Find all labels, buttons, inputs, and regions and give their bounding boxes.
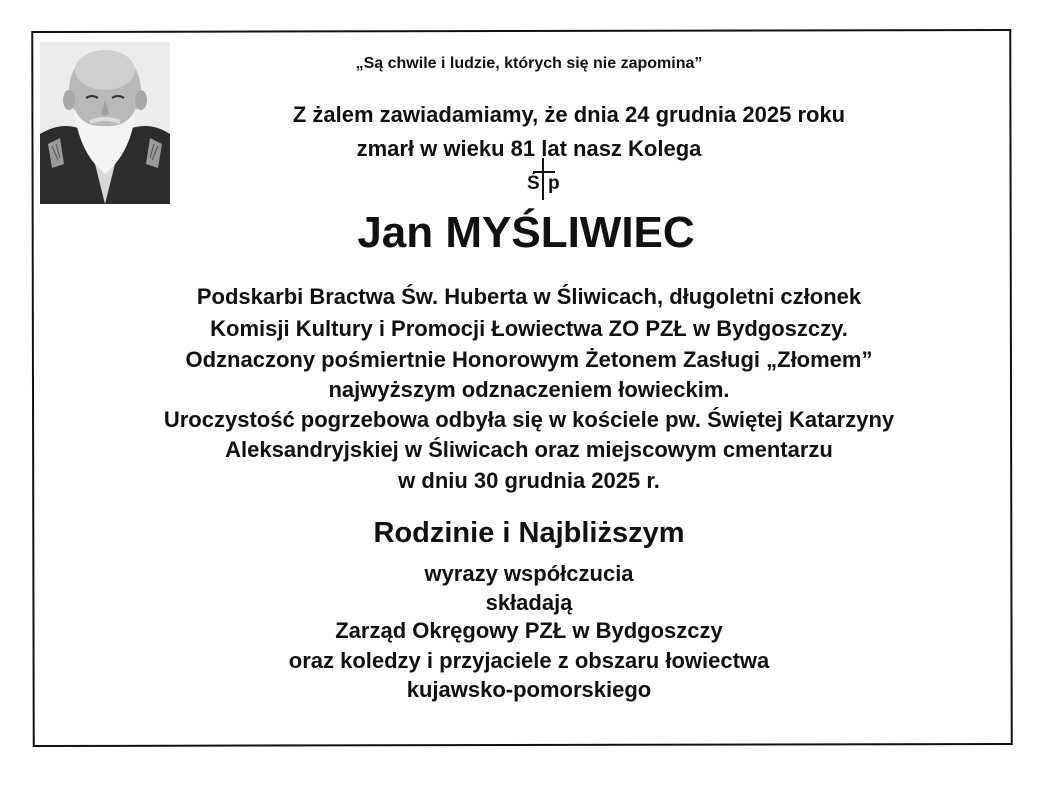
- bio-line: Aleksandryjskiej w Śliwicach oraz miejscowym cmentarzu: [225, 437, 833, 462]
- bio-line: w dniu 30 grudnia 2025 r.: [398, 468, 660, 493]
- deceased-name: Jan MYŚLIWIEC: [357, 208, 695, 257]
- condolence-line: kujawsko-pomorskiego: [406, 677, 652, 702]
- intro-line-2: zmarł w wieku 81 lat nasz Kolega: [356, 136, 702, 161]
- bio-line: Odznaczony pośmiertnie Honorowym Żetonem Zasługi „Złomem”: [185, 347, 873, 372]
- condolence-line: oraz koledzy i przyjaciele z obszaru łowiectwa: [288, 648, 770, 673]
- family-heading: Rodzinie i Najbliższym: [373, 517, 685, 549]
- bio-line: najwyższym odznaczeniem łowieckim.: [328, 377, 730, 402]
- condolence-line: składają: [485, 590, 573, 615]
- bio-line: Komisji Kultury i Promocji Łowiectwa ZO PZŁ w Bydgoszczy.: [210, 316, 848, 341]
- sp-cross-mark: [525, 158, 561, 200]
- motto: „Są chwile i ludzie, których się nie zapomina”: [355, 55, 703, 72]
- condolence-line: wyrazy współczucia: [424, 561, 634, 586]
- sp-left-letter: Ś: [527, 173, 540, 194]
- sp-right-letter: p: [548, 173, 560, 194]
- bio-line: Podskarbi Bractwa Św. Huberta w Śliwicach, długoletni członek: [196, 284, 862, 309]
- bio-line: Uroczystość pogrzebowa odbyła się w kościele pw. Świętej Katarzyny: [163, 407, 895, 432]
- condolence-line: Zarząd Okręgowy PZŁ w Bydgoszczy: [335, 618, 723, 643]
- intro-line-1: Z żalem zawiadamiamy, że dnia 24 grudnia 2025 roku: [292, 102, 846, 127]
